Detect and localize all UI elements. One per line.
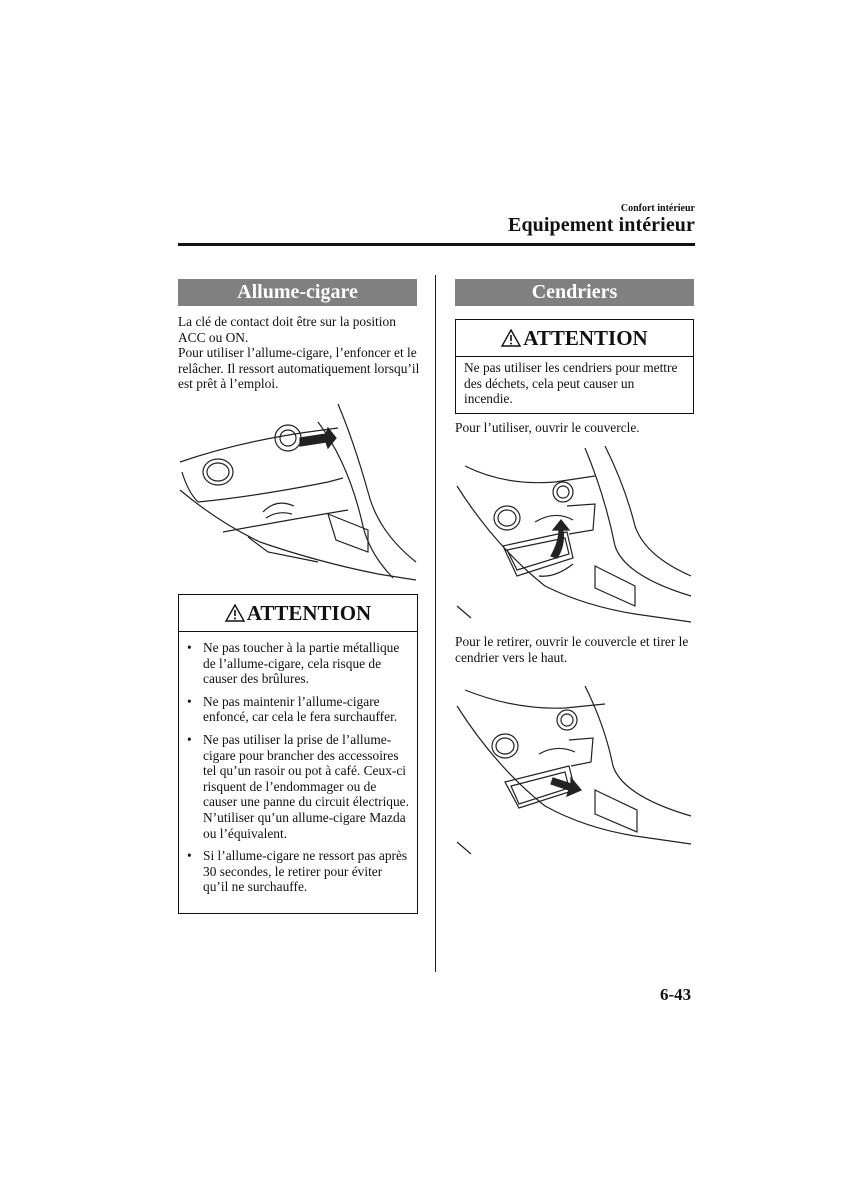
- lighter-warning-heading: ATTENTION: [246, 601, 372, 625]
- ashtray-warning-heading: ATTENTION: [523, 326, 648, 350]
- list-item: • Si l’allume-cigare ne ressort pas après 30 secondes, le retirer pour éviter qu’il ne surchauffe.: [203, 848, 409, 895]
- ashtray-open-illustration: [455, 446, 695, 626]
- cigarette-lighter-heading: Allume-cigare: [178, 279, 417, 306]
- ashtray-warning-text: Ne pas utiliser les cendriers pour mettre des déchets, cela peut causer un incendie.: [464, 360, 678, 407]
- lighter-warning-box: [178, 594, 418, 914]
- lighter-warning-header: [179, 595, 417, 632]
- ashtray-warning-box: [455, 319, 694, 414]
- list-item: • Ne pas maintenir l’allume-cigare enfoncé, car cela le fera surchauffer.: [203, 694, 409, 725]
- warning-triangle-icon: [225, 604, 245, 622]
- ashtray-remove-text: Pour le retirer, ouvrir le couvercle et tirer le cendrier vers le haut.: [455, 634, 689, 665]
- page-number: 6-43: [660, 985, 692, 1004]
- list-item: • Ne pas utiliser la prise de l’allume-cigare pour brancher des accessoires tel qu’un rasoir ou pot à café. Ceux-ci risquent de l’endommager ou de causer une panne du circuit électrique. N’utiliser qu’un allume-cigare Mazda ou l’équivalent.: [203, 732, 409, 841]
- ashtray-remove-illustration: [455, 686, 695, 862]
- header-rule: [178, 243, 695, 246]
- warning-triangle-icon: [501, 329, 521, 347]
- column-divider: [435, 275, 436, 972]
- ashtray-warning-header: [456, 320, 693, 357]
- list-item: • Ne pas toucher à la partie métallique de l’allume-cigare, cela risque de causer des brûlures.: [203, 640, 409, 687]
- cigarette-lighter-illustration: [178, 402, 418, 584]
- lighter-warning-list: [179, 640, 417, 895]
- ashtray-heading: Cendriers: [455, 279, 694, 306]
- ashtray-use-text: Pour l’utiliser, ouvrir le couvercle.: [455, 420, 640, 435]
- page-title: Equipement intérieur: [508, 214, 695, 236]
- cigarette-lighter-intro: La clé de contact doit être sur la position ACC ou ON. Pour utiliser l’allume-cigare, l’enfoncer et le relâcher. Il ressort automatiquement lorsqu’il est prêt à l’emploi.: [178, 314, 420, 392]
- section-kicker: Confort intérieur: [620, 203, 695, 214]
